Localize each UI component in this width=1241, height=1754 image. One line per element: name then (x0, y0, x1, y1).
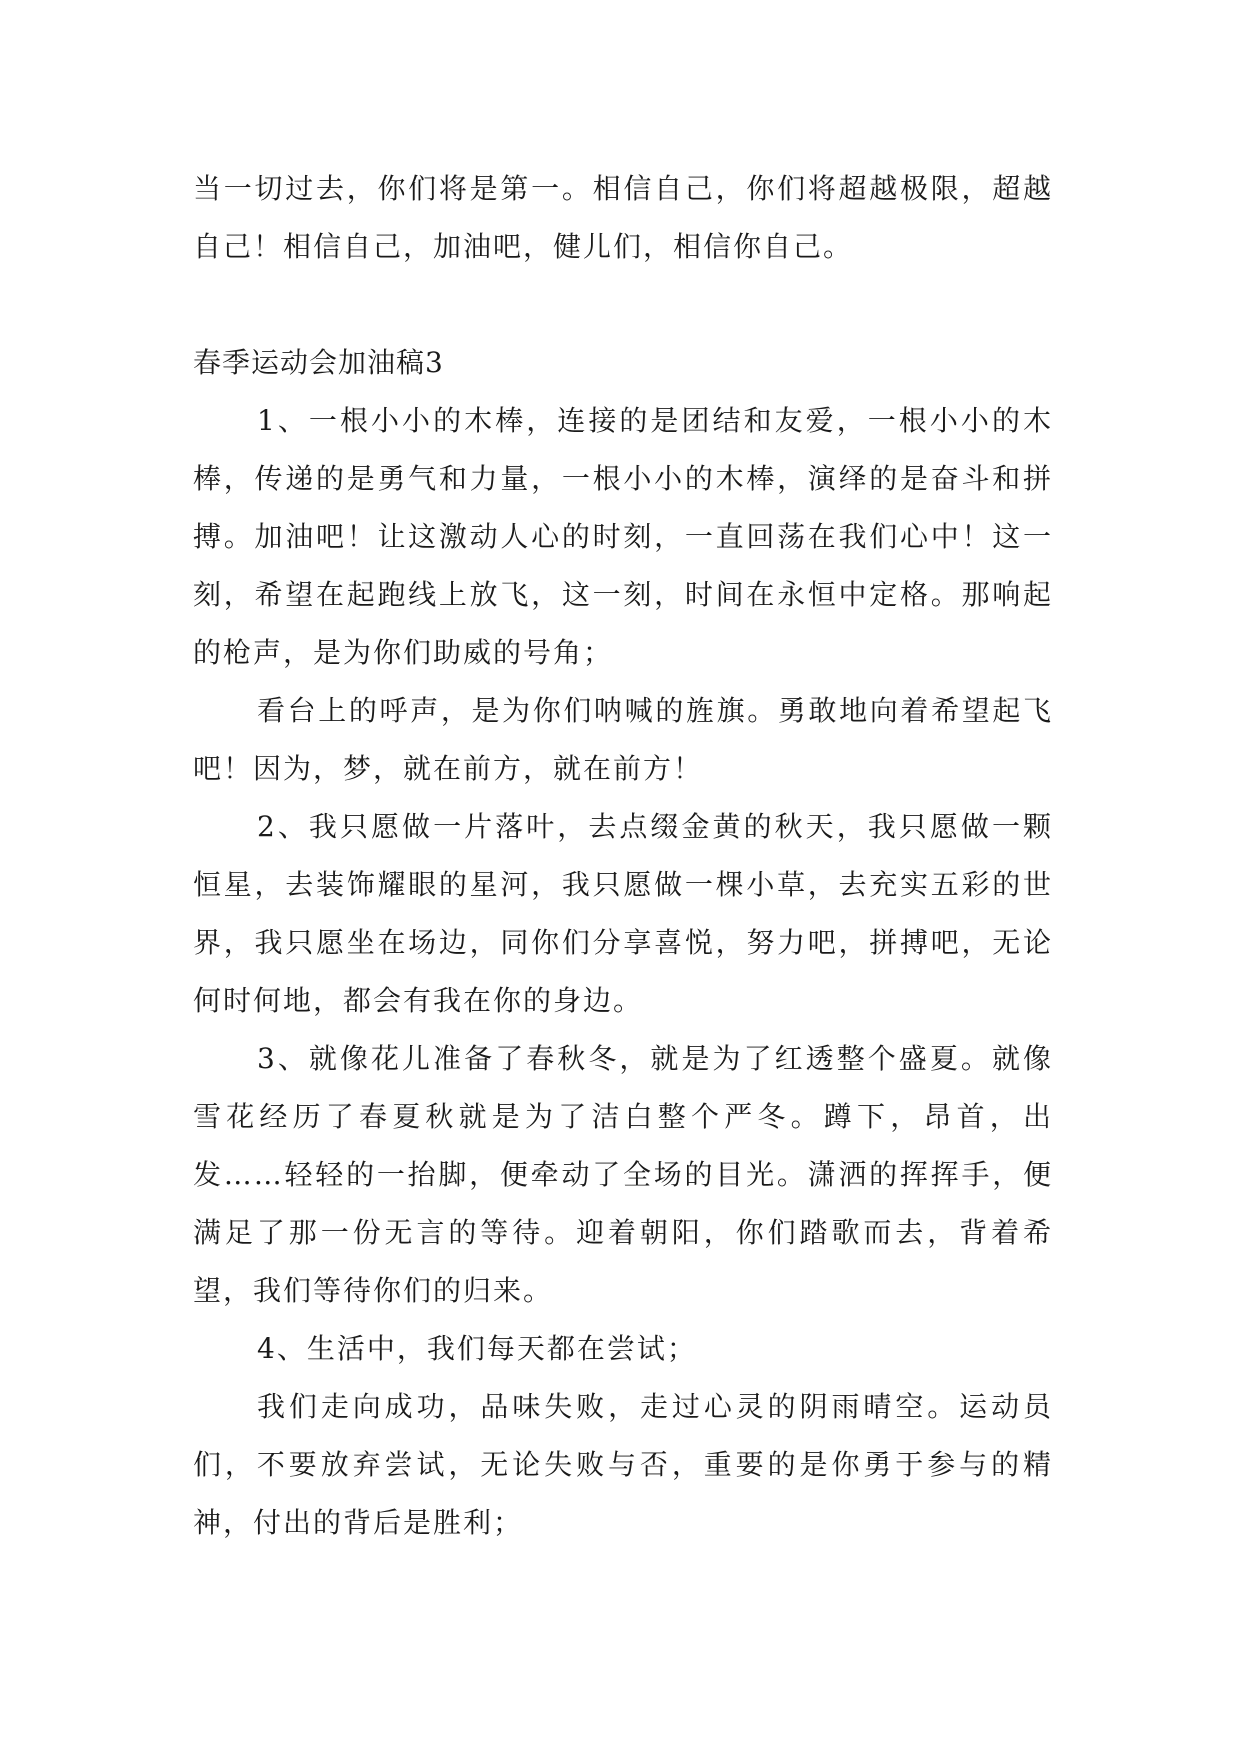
paragraph-1: 1、一根小小的木棒，连接的是团结和友爱，一根小小的木棒，传递的是勇气和力量，一根小小的木棒，演绎的是奋斗和拼搏。加油吧！让这激动人心的时刻，一直回荡在我们心中！这一刻，希望在起跑线上放飞，这一刻，时间在永恒中定格。那响起的枪声，是为你们助威的号角； (193, 404, 1053, 669)
intro-paragraph: 当一切过去，你们将是第一。相信自己，你们将超越极限，超越自己！相信自己，加油吧，健儿们，相信你自己。 (193, 172, 1053, 263)
paragraph-3: 3、就像花儿准备了春秋冬，就是为了红透整个盛夏。就像雪花经历了春夏秋就是为了洁白整个严冬。蹲下，昂首，出发……轻轻的一抬脚，便牵动了全场的目光。潇洒的挥挥手，便满足了那一份无言的等待。迎着朝阳，你们踏歌而去，背着希望，我们等待你们的归来。 (193, 1042, 1053, 1307)
paragraph-1-continued: 看台上的呼声，是为你们呐喊的旌旗。勇敢地向着希望起飞吧！因为，梦，就在前方，就在前方！ (193, 694, 1053, 785)
document-page (193, 160, 1053, 1552)
section-title: 春季运动会加油稿3 (193, 346, 444, 379)
paragraph-4: 4、生活中，我们每天都在尝试； (257, 1332, 697, 1365)
paragraph-4-continued: 我们走向成功，品味失败，走过心灵的阴雨晴空。运动员们，不要放弃尝试，无论失败与否，重要的是你勇于参与的精神，付出的背后是胜利； (193, 1390, 1053, 1539)
paragraph-2: 2、我只愿做一片落叶，去点缀金黄的秋天，我只愿做一颗恒星，去装饰耀眼的星河，我只愿做一棵小草，去充实五彩的世界，我只愿坐在场边，同你们分享喜悦，努力吧，拼搏吧，无论何时何地，都会有我在你的身边。 (193, 810, 1053, 1017)
